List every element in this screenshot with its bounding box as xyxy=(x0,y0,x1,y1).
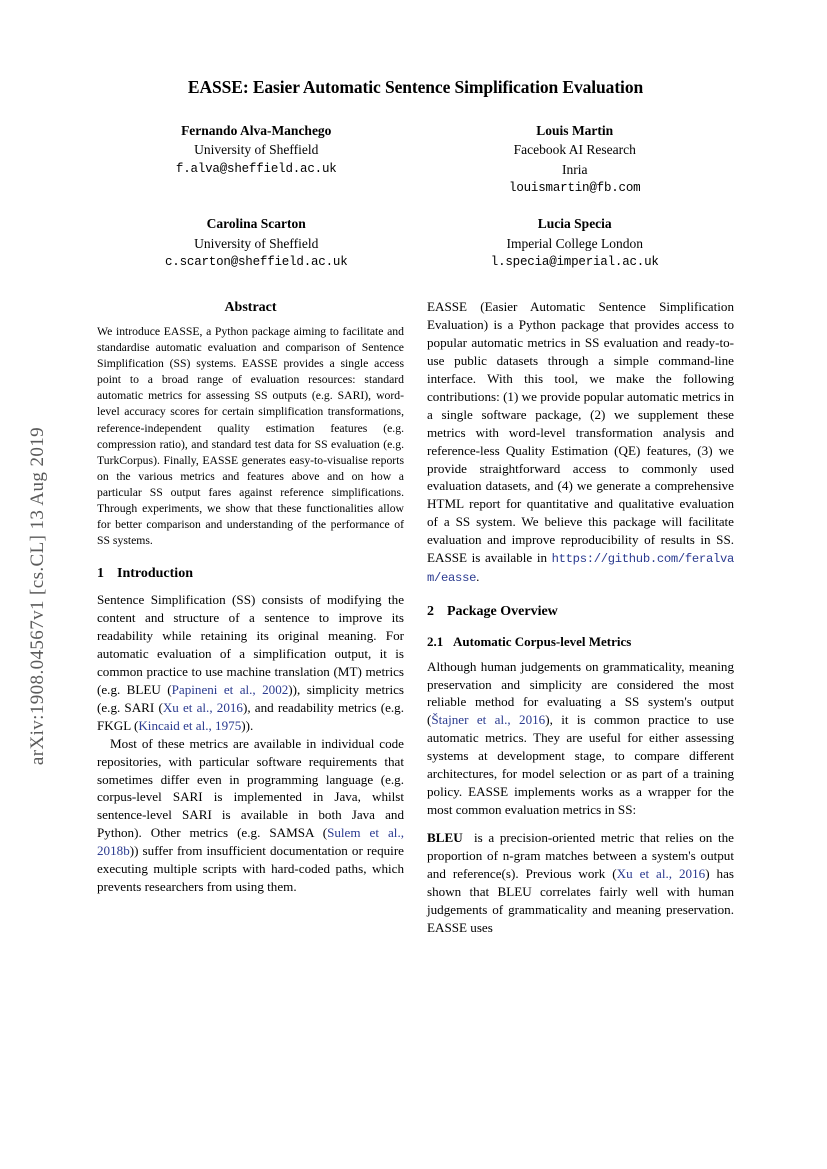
intro-par2-part-a: Most of these metrics are available in individual code repositories, with particular software requirements that sometimes differ even in programming language (e.g. corpus-level SARI is implemented in Java, whilst sentence-level SARI is available in both Java and Python). Other metrics (e.g. SAMSA ( xyxy=(97,735,404,841)
author-affiliation: University of Sheffield xyxy=(194,142,319,158)
intro-paragraph-2 xyxy=(97,735,404,896)
citation-papineni[interactable]: Papineni et al., 2002 xyxy=(171,681,289,697)
overview-intro-text: EASSE (Easier Automatic Sentence Simplification Evaluation) is a Python package that provides access to popular automatic metrics in SS evaluation and ready-to-use public datasets through a simple command-line interface. With this tool, we make the following contributions: (1) we provide popular automatic metrics in a single software package, (2) we supplement these metrics with word-level transformation analysis and reference-less Quality Estimation (QE) features, (3) we provide straightforward access to commonly used evaluation datasets, and (4) we generate a comprehensive HTML report for quantitative and qualitative evaluation of a SS system. We believe this package will facilitate evaluation and improve reproducibility of results in SS. EASSE is available in xyxy=(427,299,734,566)
intro-par1-part-b: )), simplicity metrics (e.g. SARI ( xyxy=(97,681,405,715)
author-block-4 xyxy=(416,214,735,272)
corpus-metrics-paragraph xyxy=(427,658,734,819)
subsection-number: 2.1 xyxy=(427,633,444,649)
bleu-paragraph xyxy=(427,829,734,937)
corpus-par-part-a: Although human judgements on grammaticality, meaning preservation and simplicity are considered the most reliable method for evaluating a SS system's output ( xyxy=(427,658,734,728)
author-block-3 xyxy=(97,214,416,272)
citation-xu-2016-bleu[interactable]: Xu et al., 2016 xyxy=(616,865,706,881)
section-title: Package Overview xyxy=(447,603,558,619)
abstract-heading: Abstract xyxy=(224,300,277,316)
citation-sulem[interactable]: Sulem et al., 2018b xyxy=(97,825,404,859)
author-affiliation-secondary: Inria xyxy=(562,161,588,177)
two-column-body xyxy=(97,296,734,937)
arxiv-stamp: arXiv:1908.04567v1 [cs.CL] 13 Aug 2019 xyxy=(27,426,48,766)
author-name: Fernando Alva-Manchego xyxy=(181,122,332,138)
corpus-par-part-b: ), it is common practice to use automatic metrics. They are useful for either assessing systems at development stage, to compare different architectures, for model selection or as part of a training policy. EASSE implements works as a wrapper for the most common evaluation metrics in SS: xyxy=(427,712,734,818)
author-email: f.alva@sheffield.ac.uk xyxy=(175,161,337,176)
author-block-2 xyxy=(416,121,735,198)
paper-content xyxy=(97,76,734,937)
author-list xyxy=(97,121,734,288)
citation-stajner[interactable]: Štajner et al., 2016 xyxy=(431,712,546,728)
package-overview-intro xyxy=(427,298,734,587)
paragraph-spacer xyxy=(427,819,734,829)
section-number: 1 xyxy=(97,566,104,582)
metric-term-bleu: BLEU xyxy=(427,830,463,846)
intro-par1-part-a: Sentence Simplification (SS) consists of modifying the content and structure of a sentence to improve its readability while retaining its original meaning. For automatic evaluation of a simplification output, it is common practice to use machine translation (MT) metrics (e.g. BLEU ( xyxy=(97,592,404,697)
bleu-text-a: is a precision-oriented metric that relies on the proportion of n-gram matches between a system's output and reference(s). Previous work ( xyxy=(427,830,734,881)
citation-kincaid[interactable]: Kincaid et al., 1975 xyxy=(138,717,242,733)
author-block-1 xyxy=(97,121,416,198)
author-affiliation: Imperial College London xyxy=(506,235,643,251)
subsection-title: Automatic Corpus-level Metrics xyxy=(453,633,632,649)
author-email: l.specia@imperial.ac.uk xyxy=(490,255,659,270)
author-affiliation: University of Sheffield xyxy=(194,235,319,251)
author-name: Lucia Specia xyxy=(537,216,612,232)
right-column xyxy=(427,296,734,937)
page-title: EASSE: Easier Automatic Sentence Simplification Evaluation xyxy=(187,77,644,97)
author-email: louismartin@fb.com xyxy=(509,181,641,196)
bleu-text-b: ) has shown that BLEU correlates fairly well with human judgements of grammaticality and meaning preservation. EASSE uses xyxy=(427,865,734,935)
left-column xyxy=(97,296,404,937)
author-email: c.scarton@sheffield.ac.uk xyxy=(164,255,348,270)
section-number: 2 xyxy=(427,603,434,619)
abstract-text: We introduce EASSE, a Python package aiming to facilitate and standardise automatic evaluation and comparison of Sentence Simplification (SS) systems. EASSE provides a single access point to a broad range of evaluation resources: standard automatic metrics for assessing SS outputs (e.g. SARI), word-level accuracy scores for certain simplification transformations, reference-independent quality estimation features (e.g. compression ratio), and standard test data for SS evaluation (e.g. TurkCorpus). Finally, EASSE generates easy-to-visualise reports on the various metrics and features above and on how a particular SS output fares against reference simplifications. Through experiments, we show that these functionalities allow for better comparison and understanding of the performance of SS systems. xyxy=(97,325,404,548)
intro-par1-part-d: )). xyxy=(241,717,254,733)
intro-par2-part-b: )) suffer from insufficient documentation or require executing multiple scripts with hard-coded paths, which prevents researchers from using them. xyxy=(97,843,404,895)
section-title: Introduction xyxy=(117,566,193,582)
author-name: Louis Martin xyxy=(536,122,614,138)
repository-link[interactable]: https://github.com/feralvam/easse xyxy=(427,552,734,585)
section-heading-introduction xyxy=(97,566,404,582)
overview-intro-end: . xyxy=(476,568,480,584)
subsection-heading-corpus-metrics xyxy=(427,634,734,650)
author-name: Carolina Scarton xyxy=(206,216,306,232)
citation-xu-2016[interactable]: Xu et al., 2016 xyxy=(162,699,243,715)
section-heading-package-overview xyxy=(427,604,734,620)
author-affiliation: Facebook AI Research xyxy=(513,142,636,158)
intro-paragraph-1 xyxy=(97,591,404,735)
intro-par1-part-c: ), and readability metrics (e.g. FKGL ( xyxy=(97,699,404,733)
